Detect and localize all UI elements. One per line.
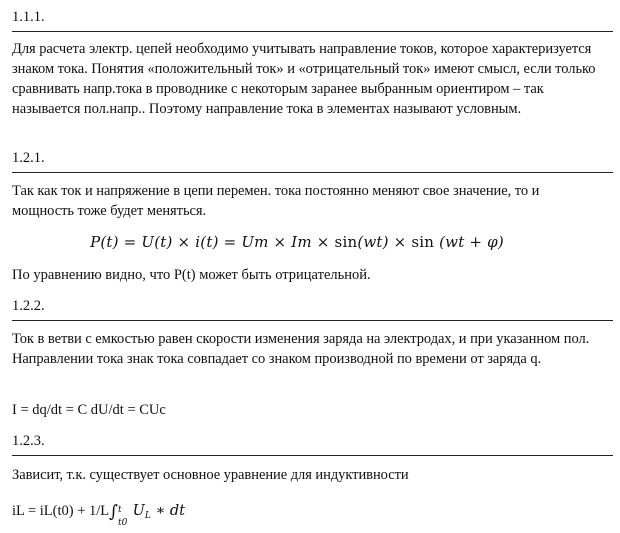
heading-rule: [12, 320, 613, 321]
power-note: По уравнению видно, что P(t) может быть отрицательной.: [12, 267, 371, 283]
paragraph-1-2-2: Ток в ветви с емкостью равен скорости изменения заряда на электродах, и при указанном пол. Направлении тока знак тока совпадает со знаком производной по времени от заряда q.: [12, 331, 590, 367]
section-heading-1-2-2: [12, 297, 612, 315]
paragraph-1-2-1: Так как ток и напряжение в цепи перемен. тока постоянно меняют свое значение, то и мощность тоже будет меняться.: [12, 183, 540, 219]
section-heading-1-2-3: [12, 432, 612, 450]
section-heading-1-2-1: [12, 149, 612, 167]
capacitor-equation: I = dq/dt = C dU/dt = CUc: [12, 402, 166, 418]
section-number: 1.2.2.: [12, 298, 45, 314]
section-heading-1-1-1: [12, 8, 612, 26]
power-formula: P(t) = U(t) × i(t) = Um × Im × sin(wt) × sin (wt + φ): [90, 233, 504, 251]
heading-rule: [12, 455, 613, 456]
paragraph-1-2-3: Зависит, т.к. существует основное уравнение для индуктивности: [12, 467, 409, 483]
section-number: 1.2.1.: [12, 150, 45, 166]
integral-expression: ∫ t t0 $U_L$ ∗ dt: [109, 502, 186, 528]
heading-rule: [12, 172, 613, 173]
section-number: 1.2.3.: [12, 433, 45, 449]
inductance-equation: iL = iL(t0) + 1/L∫ t t0 $U_L$ ∗ dt: [12, 502, 186, 528]
heading-rule: [12, 31, 613, 32]
paragraph-1-1-1: Для расчета электр. цепей необходимо учитывать направление токов, которое характеризуется знаком тока. Понятия «положительный ток» и «отрицательный ток» имеют смысл, если только сравнивать напр.тока в проводнике с некоторым заранее выбранным ориентиром – так называется пол.напр.. Поэтому направление тока в элементах называют условным.: [12, 41, 596, 117]
section-number: 1.1.1.: [12, 9, 45, 25]
